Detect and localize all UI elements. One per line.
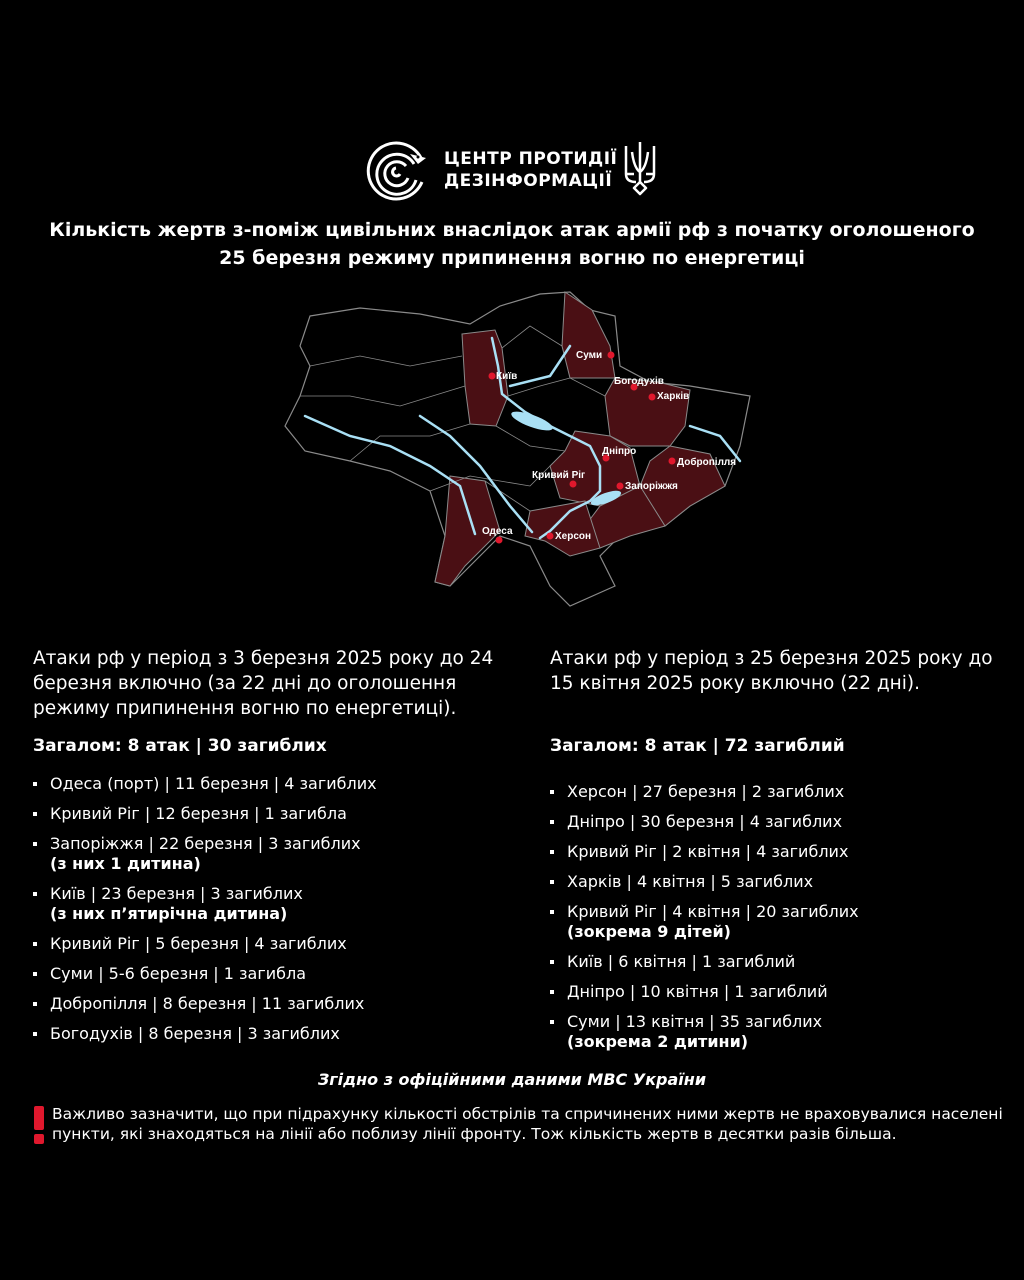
list-item: Запоріжжя | 22 березня | 3 загиблих (з них 1 дитина)	[33, 834, 377, 874]
label-kherson: Херсон	[555, 531, 592, 542]
page-title	[0, 216, 1024, 272]
org-name-line1: ЦЕНТР ПРОТИДІЇ	[444, 149, 618, 169]
org-name	[444, 148, 617, 192]
right-period: Атаки рф у період з 25 березня 2025 року до 15 квітня 2025 року включно (22 дні).	[550, 648, 993, 694]
list-item: Богодухів | 8 березня | 3 загиблих	[33, 1024, 377, 1044]
left-attack-list	[33, 774, 377, 1044]
left-total: Загалом: 8 атак | 30 загиблих	[33, 736, 327, 756]
marker-odesa	[496, 537, 503, 544]
marker-kherson	[547, 533, 554, 540]
list-item: Дніпро | 30 березня | 4 загиблих	[550, 812, 859, 832]
label-kyiv: Київ	[496, 371, 518, 382]
marker-kharkiv	[649, 394, 656, 401]
label-bohodukhiv: Богодухів	[614, 376, 664, 387]
list-item: Добропілля | 8 березня | 11 загиблих	[33, 994, 377, 1014]
marker-zaporizhzhia	[617, 483, 624, 490]
right-attack-list	[550, 782, 859, 1052]
list-item: Київ | 23 березня | 3 загиблих (з них п’ятирічна дитина)	[33, 884, 377, 924]
label-dnipro: Дніпро	[602, 446, 637, 457]
list-item: Кривий Ріг | 5 березня | 4 загиблих	[33, 934, 377, 954]
marker-dobropillia	[669, 458, 676, 465]
list-item: Одеса (порт) | 11 березня | 4 загиблих	[33, 774, 377, 794]
list-item: Суми | 5-6 березня | 1 загибла	[33, 964, 377, 984]
marker-kyiv	[489, 373, 496, 380]
list-item: Суми | 13 квітня | 35 загиблих (зокрема 2 дитини)	[550, 1012, 859, 1052]
source-note: Згідно з офіційними даними МВС України	[317, 1070, 707, 1089]
header	[366, 134, 666, 200]
marker-kryvyi-rih	[570, 481, 577, 488]
right-column	[550, 646, 1000, 1051]
org-name-line2: ДЕЗІНФОРМАЦІЇ	[444, 171, 613, 191]
region-kharkiv	[605, 378, 690, 446]
warning-text: Важливо зазначити, що при підрахунку кількості обстрілів та спричинених ними жертв не враховувалися населені пункти, які знаходяться на лінії або поблизу лінії фронту. Тож кількість жертв в десятки разів більша.	[52, 1105, 1003, 1143]
right-total: Загалом: 8 атак | 72 загиблий	[550, 736, 845, 756]
maze-bird-logo-icon	[366, 138, 430, 202]
label-dobropillia: Добропілля	[677, 457, 737, 468]
label-kharkiv: Харків	[657, 391, 690, 402]
label-kryvyi-rih: Кривий Ріг	[532, 470, 586, 481]
list-item: Херсон | 27 березня | 2 загиблих	[550, 782, 859, 802]
label-odesa: Одеса	[482, 526, 513, 537]
label-sumy: Суми	[576, 350, 603, 361]
list-item: Кривий Ріг | 4 квітня | 20 загиблих (зокрема 9 дітей)	[550, 902, 859, 942]
list-item: Кривий Ріг | 2 квітня | 4 загиблих	[550, 842, 859, 862]
ukraine-map	[270, 286, 770, 626]
list-item: Київ | 6 квітня | 1 загиблий	[550, 952, 859, 972]
trident-icon	[622, 138, 658, 196]
marker-sumy	[608, 352, 615, 359]
left-column	[33, 646, 523, 1043]
left-period: Атаки рф у період з 3 березня 2025 року до 24 березня включно (за 22 дні до оголошення режиму припинення вогню по енергетиці).	[33, 648, 494, 719]
label-zaporizhzhia: Запоріжжя	[625, 481, 678, 492]
exclamation-icon	[31, 1106, 47, 1144]
title-line1: Кількість жертв з-поміж цивільних внаслідок атак армії рф з початку оголошеного	[49, 219, 975, 241]
title-line2: 25 березня режиму припинення вогню по енергетиці	[219, 247, 805, 269]
list-item: Кривий Ріг | 12 березня | 1 загибла	[33, 804, 377, 824]
list-item: Харків | 4 квітня | 5 загиблих	[550, 872, 859, 892]
list-item: Дніпро | 10 квітня | 1 загиблий	[550, 982, 859, 1002]
